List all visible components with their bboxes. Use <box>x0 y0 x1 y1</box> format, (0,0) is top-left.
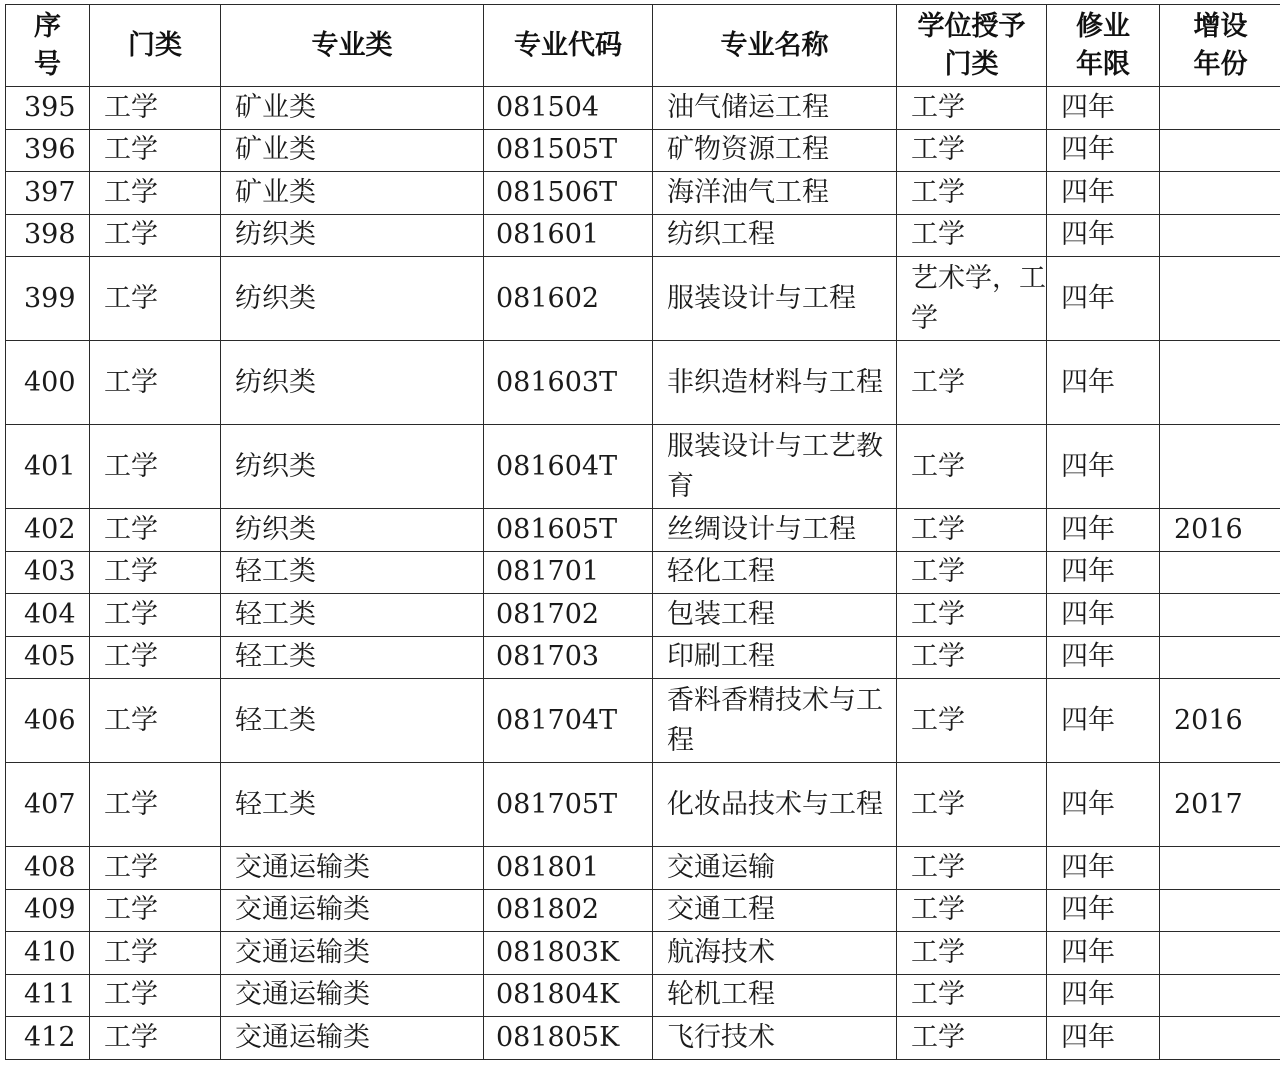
cell-category: 工学 <box>90 87 221 130</box>
cell-year-added <box>1160 594 1280 637</box>
cell-year-added <box>1160 847 1280 890</box>
cell-duration: 四年 <box>1047 87 1160 130</box>
cell-code: 081704T <box>484 679 653 763</box>
cell-major-class: 矿业类 <box>221 87 484 130</box>
cell-year-added <box>1160 551 1280 594</box>
cell-year-added <box>1160 932 1280 975</box>
cell-duration: 四年 <box>1047 679 1160 763</box>
cell-name: 化妆品技术与工程 <box>653 763 897 847</box>
cell-seq: 402 <box>6 509 90 552</box>
cell-seq: 405 <box>6 636 90 679</box>
cell-code: 081705T <box>484 763 653 847</box>
cell-degree: 工学 <box>897 87 1047 130</box>
cell-name: 服装设计与工程 <box>653 257 897 341</box>
cell-year-added <box>1160 425 1280 509</box>
cell-seq: 406 <box>6 679 90 763</box>
cell-seq: 398 <box>6 214 90 257</box>
cell-category: 工学 <box>90 636 221 679</box>
cell-major-class: 轻工类 <box>221 594 484 637</box>
cell-code: 081703 <box>484 636 653 679</box>
header-seq: 序号 <box>6 5 90 87</box>
cell-seq: 408 <box>6 847 90 890</box>
cell-category: 工学 <box>90 425 221 509</box>
cell-code: 081505T <box>484 129 653 172</box>
table-row <box>6 679 1280 763</box>
table-row <box>6 509 1280 552</box>
cell-major-class: 矿业类 <box>221 172 484 215</box>
cell-name: 飞行技术 <box>653 1017 897 1060</box>
cell-year-added <box>1160 341 1280 425</box>
cell-seq: 397 <box>6 172 90 215</box>
cell-name: 印刷工程 <box>653 636 897 679</box>
cell-duration: 四年 <box>1047 594 1160 637</box>
cell-major-class: 轻工类 <box>221 763 484 847</box>
cell-degree: 工学 <box>897 636 1047 679</box>
cell-year-added: 2016 <box>1160 509 1280 552</box>
cell-seq: 412 <box>6 1017 90 1060</box>
cell-seq: 409 <box>6 889 90 932</box>
cell-degree: 工学 <box>897 679 1047 763</box>
cell-degree: 工学 <box>897 889 1047 932</box>
cell-year-added <box>1160 87 1280 130</box>
header-duration: 修业年限 <box>1047 5 1160 87</box>
cell-name: 交通运输 <box>653 847 897 890</box>
table-row <box>6 636 1280 679</box>
cell-duration: 四年 <box>1047 172 1160 215</box>
cell-category: 工学 <box>90 172 221 215</box>
cell-duration: 四年 <box>1047 425 1160 509</box>
cell-major-class: 纺织类 <box>221 509 484 552</box>
cell-degree: 工学 <box>897 847 1047 890</box>
cell-category: 工学 <box>90 257 221 341</box>
cell-duration: 四年 <box>1047 257 1160 341</box>
table-row <box>6 889 1280 932</box>
cell-category: 工学 <box>90 679 221 763</box>
cell-seq: 407 <box>6 763 90 847</box>
cell-degree: 工学 <box>897 1017 1047 1060</box>
cell-category: 工学 <box>90 889 221 932</box>
cell-name: 轻化工程 <box>653 551 897 594</box>
cell-duration: 四年 <box>1047 1017 1160 1060</box>
cell-major-class: 交通运输类 <box>221 889 484 932</box>
table-row <box>6 932 1280 975</box>
cell-duration: 四年 <box>1047 551 1160 594</box>
table-row <box>6 129 1280 172</box>
cell-seq: 404 <box>6 594 90 637</box>
cell-code: 081802 <box>484 889 653 932</box>
cell-duration: 四年 <box>1047 214 1160 257</box>
cell-code: 081801 <box>484 847 653 890</box>
cell-degree: 工学 <box>897 932 1047 975</box>
cell-seq: 411 <box>6 974 90 1017</box>
cell-duration: 四年 <box>1047 129 1160 172</box>
cell-code: 081805K <box>484 1017 653 1060</box>
cell-duration: 四年 <box>1047 932 1160 975</box>
cell-name: 航海技术 <box>653 932 897 975</box>
cell-code: 081803K <box>484 932 653 975</box>
table-row <box>6 551 1280 594</box>
table-row <box>6 974 1280 1017</box>
cell-name: 包装工程 <box>653 594 897 637</box>
cell-name: 交通工程 <box>653 889 897 932</box>
cell-code: 081506T <box>484 172 653 215</box>
cell-year-added <box>1160 257 1280 341</box>
major-catalog-table <box>5 4 1280 1060</box>
cell-code: 081601 <box>484 214 653 257</box>
table-row <box>6 341 1280 425</box>
cell-major-class: 交通运输类 <box>221 974 484 1017</box>
table-row <box>6 87 1280 130</box>
cell-duration: 四年 <box>1047 636 1160 679</box>
cell-seq: 401 <box>6 425 90 509</box>
table-row <box>6 1017 1280 1060</box>
cell-year-added <box>1160 889 1280 932</box>
cell-code: 081804K <box>484 974 653 1017</box>
table-body <box>6 87 1280 1060</box>
cell-major-class: 纺织类 <box>221 257 484 341</box>
cell-code: 081701 <box>484 551 653 594</box>
table-row <box>6 214 1280 257</box>
cell-degree: 艺术学，工学 <box>897 257 1047 341</box>
cell-category: 工学 <box>90 341 221 425</box>
cell-year-added <box>1160 214 1280 257</box>
cell-category: 工学 <box>90 1017 221 1060</box>
cell-major-class: 纺织类 <box>221 214 484 257</box>
cell-year-added <box>1160 636 1280 679</box>
cell-category: 工学 <box>90 551 221 594</box>
cell-major-class: 矿业类 <box>221 129 484 172</box>
cell-code: 081605T <box>484 509 653 552</box>
cell-name: 油气储运工程 <box>653 87 897 130</box>
cell-name: 非织造材料与工程 <box>653 341 897 425</box>
cell-degree: 工学 <box>897 214 1047 257</box>
cell-major-class: 轻工类 <box>221 679 484 763</box>
cell-seq: 410 <box>6 932 90 975</box>
cell-category: 工学 <box>90 509 221 552</box>
cell-name: 服装设计与工艺教育 <box>653 425 897 509</box>
cell-name: 海洋油气工程 <box>653 172 897 215</box>
cell-code: 081602 <box>484 257 653 341</box>
cell-duration: 四年 <box>1047 763 1160 847</box>
cell-duration: 四年 <box>1047 509 1160 552</box>
cell-category: 工学 <box>90 847 221 890</box>
cell-name: 香料香精技术与工程 <box>653 679 897 763</box>
cell-category: 工学 <box>90 763 221 847</box>
table-row <box>6 847 1280 890</box>
cell-major-class: 交通运输类 <box>221 847 484 890</box>
table-header-row <box>6 5 1280 87</box>
cell-major-class: 交通运输类 <box>221 1017 484 1060</box>
header-code: 专业代码 <box>484 5 653 87</box>
cell-seq: 399 <box>6 257 90 341</box>
cell-seq: 395 <box>6 87 90 130</box>
cell-major-class: 纺织类 <box>221 425 484 509</box>
cell-name: 丝绸设计与工程 <box>653 509 897 552</box>
cell-code: 081603T <box>484 341 653 425</box>
table-row <box>6 257 1280 341</box>
cell-duration: 四年 <box>1047 974 1160 1017</box>
cell-category: 工学 <box>90 974 221 1017</box>
cell-major-class: 交通运输类 <box>221 932 484 975</box>
cell-degree: 工学 <box>897 763 1047 847</box>
header-category: 门类 <box>90 5 221 87</box>
cell-year-added: 2017 <box>1160 763 1280 847</box>
cell-degree: 工学 <box>897 341 1047 425</box>
cell-major-class: 轻工类 <box>221 636 484 679</box>
cell-seq: 396 <box>6 129 90 172</box>
header-name: 专业名称 <box>653 5 897 87</box>
cell-year-added <box>1160 172 1280 215</box>
header-major-class: 专业类 <box>221 5 484 87</box>
cell-degree: 工学 <box>897 172 1047 215</box>
cell-year-added <box>1160 1017 1280 1060</box>
cell-seq: 400 <box>6 341 90 425</box>
cell-duration: 四年 <box>1047 847 1160 890</box>
header-year-added: 增设年份 <box>1160 5 1280 87</box>
table-row <box>6 763 1280 847</box>
cell-degree: 工学 <box>897 509 1047 552</box>
cell-name: 纺织工程 <box>653 214 897 257</box>
cell-code: 081504 <box>484 87 653 130</box>
cell-major-class: 轻工类 <box>221 551 484 594</box>
table-row <box>6 172 1280 215</box>
cell-code: 081702 <box>484 594 653 637</box>
cell-year-added <box>1160 129 1280 172</box>
header-degree: 学位授予门类 <box>897 5 1047 87</box>
cell-year-added: 2016 <box>1160 679 1280 763</box>
cell-category: 工学 <box>90 129 221 172</box>
cell-major-class: 纺织类 <box>221 341 484 425</box>
cell-duration: 四年 <box>1047 889 1160 932</box>
cell-code: 081604T <box>484 425 653 509</box>
cell-name: 轮机工程 <box>653 974 897 1017</box>
cell-year-added <box>1160 974 1280 1017</box>
cell-degree: 工学 <box>897 974 1047 1017</box>
table-row <box>6 425 1280 509</box>
cell-seq: 403 <box>6 551 90 594</box>
cell-name: 矿物资源工程 <box>653 129 897 172</box>
cell-degree: 工学 <box>897 594 1047 637</box>
cell-degree: 工学 <box>897 551 1047 594</box>
cell-degree: 工学 <box>897 425 1047 509</box>
cell-duration: 四年 <box>1047 341 1160 425</box>
cell-category: 工学 <box>90 594 221 637</box>
cell-degree: 工学 <box>897 129 1047 172</box>
cell-category: 工学 <box>90 932 221 975</box>
table-row <box>6 594 1280 637</box>
cell-category: 工学 <box>90 214 221 257</box>
